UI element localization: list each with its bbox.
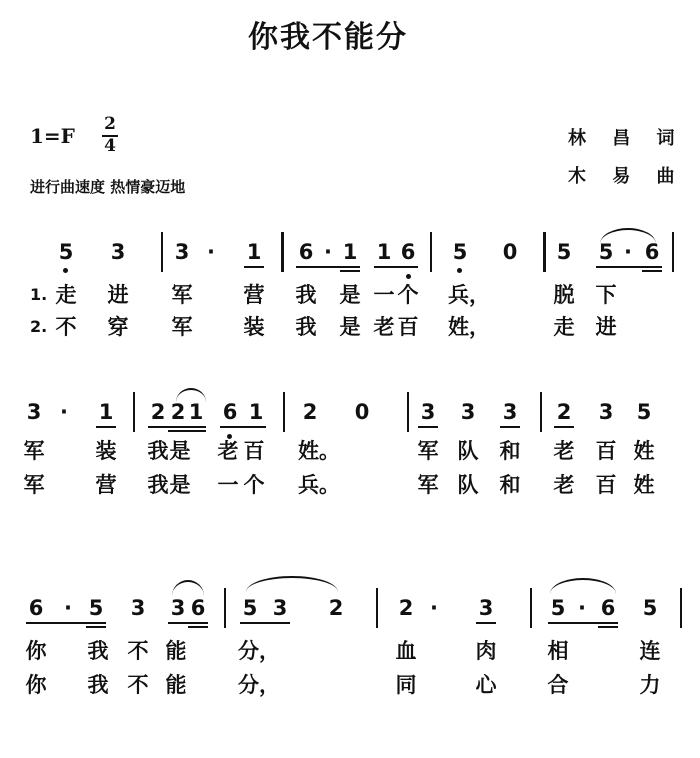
duration-dot: · (624, 240, 632, 264)
sixteenth-underline (168, 430, 206, 432)
sixteenth-underline (86, 626, 106, 628)
sixteenth-underline (340, 270, 360, 272)
bar-line (543, 232, 546, 272)
eighth-underline (418, 426, 438, 428)
lyric: 我 (295, 283, 317, 307)
duration-dot: · (578, 596, 586, 620)
duration-dot: · (324, 240, 332, 264)
note: 6 (298, 240, 314, 264)
note: 3 (460, 400, 476, 424)
lyric: 军 (23, 439, 45, 463)
lyric: 老 (373, 315, 395, 339)
eighth-underline (244, 266, 264, 268)
lyric: 军 (417, 439, 439, 463)
note: 6 (190, 596, 206, 620)
bar-line (530, 588, 532, 628)
note: 3 (130, 596, 146, 620)
lyric: 进 (107, 283, 129, 307)
lyric: 你 (25, 639, 47, 663)
lyric: 血 (395, 639, 417, 663)
bar-line (281, 232, 284, 272)
song-title: 你我不能分 (248, 20, 408, 55)
note: 1 (246, 240, 262, 264)
bar-line (224, 588, 226, 628)
lyric: 老 (553, 473, 575, 497)
lyric: 是 (169, 473, 191, 497)
time-signature-numerator: 2 (104, 114, 116, 134)
lyric: 姓， (448, 315, 490, 339)
bar-line (680, 588, 682, 628)
eighth-underline (500, 426, 520, 428)
lyric: 百 (595, 473, 617, 497)
lyric: 走 (553, 315, 575, 339)
lyric: 我 (87, 639, 109, 663)
lyricist-credit: 林 昌 词 (568, 128, 685, 149)
duration-dot: · (64, 596, 72, 620)
low-octave-dot (406, 274, 411, 279)
note: 3 (478, 596, 494, 620)
lyric: 下 (595, 283, 617, 307)
low-octave-dot (63, 268, 68, 273)
note: 5 (636, 400, 652, 424)
note: 2 (556, 400, 572, 424)
lyric: 百 (595, 439, 617, 463)
duration-dot: · (430, 596, 438, 620)
bar-line (283, 392, 285, 432)
lyric: 队 (457, 473, 479, 497)
eighth-underline (596, 266, 662, 268)
lyric: 百 (397, 315, 419, 339)
note: 6 (400, 240, 416, 264)
low-octave-dot (457, 268, 462, 273)
lyric: 我 (295, 315, 317, 339)
lyric: 个 (397, 283, 419, 307)
eighth-underline (26, 622, 106, 624)
eighth-underline (476, 622, 496, 624)
lyric: 能 (165, 673, 187, 697)
bar-line (376, 588, 378, 628)
slur (550, 578, 616, 594)
lyric: 军 (171, 283, 193, 307)
note: 2 (328, 596, 344, 620)
lyric: 百 (243, 439, 265, 463)
lyric: 我 (147, 473, 169, 497)
eighth-underline (148, 426, 206, 428)
note: 5 (642, 596, 658, 620)
lyric: 军 (171, 315, 193, 339)
key-signature: 1=F (30, 124, 75, 148)
lyric: 连 (639, 639, 661, 663)
lyric: 能 (165, 639, 187, 663)
lyric: 和 (499, 439, 521, 463)
lyric: 分， (238, 639, 280, 663)
duration-dot: · (60, 400, 68, 424)
note: 3 (110, 240, 126, 264)
note: 3 (598, 400, 614, 424)
sixteenth-underline (642, 270, 662, 272)
lyric: 和 (499, 473, 521, 497)
note: 2 (150, 400, 166, 424)
eighth-underline (168, 622, 208, 624)
lyric: 同 (395, 673, 417, 697)
slur (172, 580, 204, 596)
bar-line (430, 232, 432, 272)
note: 5 (88, 596, 104, 620)
composer-credit: 木 易 曲 (568, 166, 685, 187)
note: 1 (248, 400, 264, 424)
note: 3 (26, 400, 42, 424)
lyric: 合 (547, 673, 569, 697)
bar-line (672, 232, 674, 272)
tempo-mark: 进行曲速度 热情豪迈地 (30, 178, 186, 196)
lyric: 姓。 (298, 439, 340, 463)
note: 5 (452, 240, 468, 264)
lyric: 个 (243, 473, 265, 497)
eighth-underline (374, 266, 418, 268)
lyric: 营 (243, 283, 265, 307)
eighth-underline (240, 622, 290, 624)
note: 5 (58, 240, 74, 264)
lyric: 装 (95, 439, 117, 463)
note: 6 (222, 400, 238, 424)
lyric: 老 (553, 439, 575, 463)
lyric: 队 (457, 439, 479, 463)
eighth-underline (296, 266, 360, 268)
verse-number: 2. (30, 317, 48, 336)
note: 3 (174, 240, 190, 264)
note: 2 (302, 400, 318, 424)
bar-line (407, 392, 409, 432)
bar-line (540, 392, 542, 432)
lyric: 你 (25, 673, 47, 697)
note: 2 (398, 596, 414, 620)
note: 6 (28, 596, 44, 620)
lyric: 不 (55, 315, 77, 339)
note: 3 (502, 400, 518, 424)
lyric: 军 (417, 473, 439, 497)
lyric: 一 (373, 283, 395, 307)
lyric: 心 (475, 673, 497, 697)
note: 2 (170, 400, 186, 424)
slur (246, 576, 338, 592)
sixteenth-underline (188, 626, 208, 628)
note: 0 (354, 400, 370, 424)
lyric: 肉 (475, 639, 497, 663)
note: 0 (502, 240, 518, 264)
slur (600, 228, 656, 244)
duration-dot: · (207, 240, 215, 264)
note: 3 (420, 400, 436, 424)
lyric: 不 (127, 673, 149, 697)
lyric: 不 (127, 639, 149, 663)
note: 1 (98, 400, 114, 424)
time-signature-denominator: 4 (104, 136, 116, 156)
lyric: 兵， (448, 283, 490, 307)
lyric: 一 (217, 473, 239, 497)
bar-line (133, 392, 135, 432)
note: 5 (550, 596, 566, 620)
verse-number: 1. (30, 285, 48, 304)
eighth-underline (548, 622, 618, 624)
lyric: 军 (23, 473, 45, 497)
lyric: 走 (55, 283, 77, 307)
note: 1 (342, 240, 358, 264)
lyric: 营 (95, 473, 117, 497)
sixteenth-underline (598, 626, 618, 628)
note: 1 (376, 240, 392, 264)
lyric: 是 (169, 439, 191, 463)
lyric: 力 (639, 673, 661, 697)
slur (176, 388, 206, 402)
lyric: 姓 (633, 473, 655, 497)
eighth-underline (220, 426, 266, 428)
note: 6 (644, 240, 660, 264)
note: 5 (556, 240, 572, 264)
lyric: 进 (595, 315, 617, 339)
lyric: 我 (87, 673, 109, 697)
note: 1 (188, 400, 204, 424)
lyric: 穿 (107, 315, 129, 339)
lyric: 兵。 (298, 473, 340, 497)
eighth-underline (96, 426, 116, 428)
lyric: 相 (547, 639, 569, 663)
lyric: 是 (339, 283, 361, 307)
note: 5 (598, 240, 614, 264)
lyric: 是 (339, 315, 361, 339)
note: 5 (242, 596, 258, 620)
bar-line (161, 232, 163, 272)
lyric: 脱 (553, 283, 575, 307)
note: 6 (600, 596, 616, 620)
lyric: 装 (243, 315, 265, 339)
note: 3 (272, 596, 288, 620)
lyric: 我 (147, 439, 169, 463)
note: 3 (170, 596, 186, 620)
lyric: 老 (217, 439, 239, 463)
eighth-underline (554, 426, 574, 428)
lyric: 姓 (633, 439, 655, 463)
lyric: 分， (238, 673, 280, 697)
